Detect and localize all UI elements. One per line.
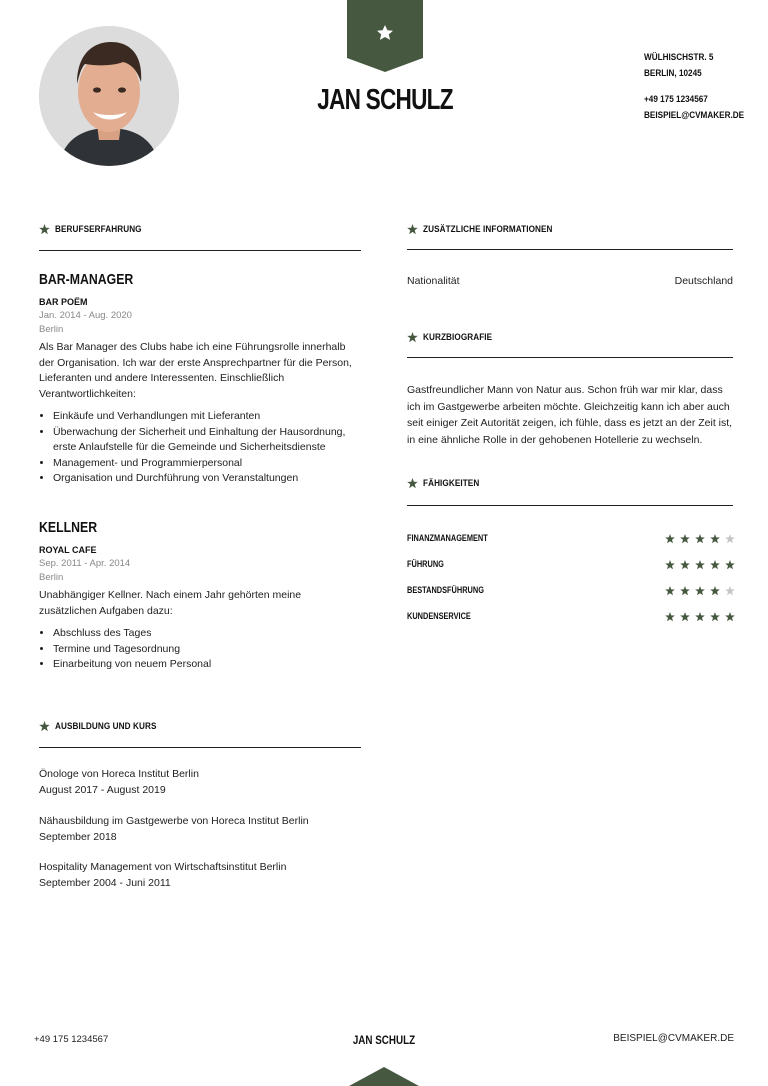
star-filled-icon — [680, 560, 690, 570]
education-dates: August 2017 - August 2019 — [39, 783, 166, 796]
job-entry — [39, 519, 361, 673]
section-divider — [39, 747, 361, 748]
job-dates: Sep. 2011 - Apr. 2014 — [39, 558, 131, 569]
footer-name-wrap — [324, 1033, 444, 1047]
education-item — [39, 814, 361, 845]
section-divider — [407, 249, 733, 250]
education-title: Hospitality Management von Wirtschaftsinstitut Berlin — [39, 861, 287, 873]
email-address[interactable]: BEISPIEL@CVMAKER.DE — [644, 110, 745, 121]
address-city: BERLIN, 10245 — [644, 68, 702, 79]
star-filled-icon — [710, 612, 720, 622]
star-filled-icon — [710, 586, 720, 596]
education-heading: AUSBILDUNG UND KURS — [55, 721, 157, 732]
star-icon — [407, 224, 418, 235]
section-divider — [407, 357, 733, 358]
additional-info-heading: ZUSÄTZLICHE INFORMATIONEN — [423, 224, 553, 235]
address-block — [644, 50, 713, 82]
job-dates: Jan. 2014 - Aug. 2020 — [39, 310, 132, 321]
bio-text: Gastfreundlicher Mann von Natur aus. Schon früh war mir klar, dass ich im Gastgewerbe arbeiten möchte. Gleichzeitig kann ich aber auch seit einiger Zeit Autorität zeigen, ich fühle, dass es jetzt an der Zeit ist, in eine ähnliche Rolle in der gehobenen Hotellerie zu wechseln. — [407, 384, 733, 446]
star-filled-icon — [695, 586, 705, 596]
star-filled-icon — [695, 612, 705, 622]
star-filled-icon — [680, 534, 690, 544]
header-flag — [347, 0, 423, 72]
job-location: Berlin — [39, 571, 64, 583]
star-icon — [39, 721, 50, 732]
job-title: BAR-MANAGER — [39, 271, 134, 288]
star-filled-icon — [695, 560, 705, 570]
section-divider — [39, 250, 361, 251]
education-item — [39, 767, 361, 798]
list-item: • Einarbeitung von neuem Personal — [53, 657, 361, 673]
phone-number: +49 175 1234567 — [644, 94, 708, 105]
star-filled-icon — [725, 612, 735, 622]
list-item: • Einkäufe und Verhandlungen mit Lieferanten — [53, 409, 361, 425]
star-empty-icon — [725, 586, 735, 596]
star-filled-icon — [665, 612, 675, 622]
job-location: Berlin — [39, 323, 64, 335]
job-description: Unabhängiger Kellner. Nach einem Jahr gehörten meine zusätzlichen Aufgaben dazu: — [39, 589, 302, 617]
job-bullets — [39, 409, 361, 487]
education-title: Önologe von Horeca Institut Berlin — [39, 768, 199, 780]
star-filled-icon — [710, 560, 720, 570]
contact-block — [644, 92, 744, 124]
skills-heading: FÄHIGKEITEN — [423, 478, 480, 489]
nationality-label: Nationalität — [407, 275, 460, 287]
section-divider — [407, 505, 733, 506]
skill-rating — [665, 560, 735, 570]
footer-name: JAN SCHULZ — [352, 1033, 416, 1047]
footer-email[interactable]: BEISPIEL@CVMAKER.DE — [613, 1033, 734, 1044]
education-dates: September 2004 - Juni 2011 — [39, 876, 171, 889]
star-icon — [407, 332, 418, 343]
skill-label: FÜHRUNG — [407, 559, 444, 569]
skill-label: KUNDENSERVICE — [407, 611, 471, 621]
job-title: KELLNER — [39, 519, 98, 536]
job-description: Als Bar Manager des Clubs habe ich eine Führungsrolle innerhalb der Organisation. Ich war der erste Ansprechpartner für die Person, Lieferanten und andere Interessenten. Einschließlich Verantwortlichkeiten: — [39, 341, 352, 400]
education-title: Nähausbildung im Gastgewerbe von Horeca Institut Berlin — [39, 815, 309, 827]
company-name: BAR POËM — [39, 297, 88, 307]
profile-photo — [39, 26, 179, 166]
company-name: ROYAL CAFE — [39, 545, 97, 555]
skill-label: FINANZMANAGEMENT — [407, 533, 488, 543]
star-filled-icon — [680, 586, 690, 596]
star-filled-icon — [710, 534, 720, 544]
star-filled-icon — [665, 586, 675, 596]
education-item — [39, 860, 361, 891]
list-item: • Organisation und Durchführung von Veranstaltungen — [53, 471, 361, 487]
star-icon — [39, 224, 50, 235]
list-item: • Abschluss des Tages — [53, 626, 361, 642]
star-filled-icon — [665, 534, 675, 544]
star-filled-icon — [695, 534, 705, 544]
skill-rating — [665, 534, 735, 544]
skill-rating — [665, 586, 735, 596]
footer-phone: +49 175 1234567 — [34, 1034, 109, 1045]
star-filled-icon — [725, 560, 735, 570]
job-entry — [39, 271, 361, 487]
star-empty-icon — [725, 534, 735, 544]
list-item: • Termine und Tagesordnung — [53, 642, 361, 658]
candidate-name: JAN SCHULZ — [317, 84, 453, 116]
footer-flag — [349, 1067, 419, 1086]
nationality-value: Deutschland — [674, 275, 733, 287]
person-photo-icon — [39, 26, 179, 166]
star-filled-icon — [680, 612, 690, 622]
list-item: • Management- und Programmierpersonal — [53, 456, 361, 472]
address-street: WÜLHISCHSTR. 5 — [644, 52, 714, 63]
skill-label: BESTANDSFÜHRUNG — [407, 585, 484, 595]
star-icon — [407, 478, 418, 489]
star-filled-icon — [665, 560, 675, 570]
experience-heading: BERUFSERFAHRUNG — [55, 224, 142, 235]
bio-heading: KURZBIOGRAFIE — [423, 332, 493, 343]
list-item: • Überwachung der Sicherheit und Einhaltung der Hausordnung, erste Anlaufstelle für die Gemeinde und Sicherheitsdienste — [53, 425, 361, 456]
job-bullets — [39, 626, 361, 673]
skill-rating — [665, 612, 735, 622]
education-dates: September 2018 — [39, 830, 117, 843]
